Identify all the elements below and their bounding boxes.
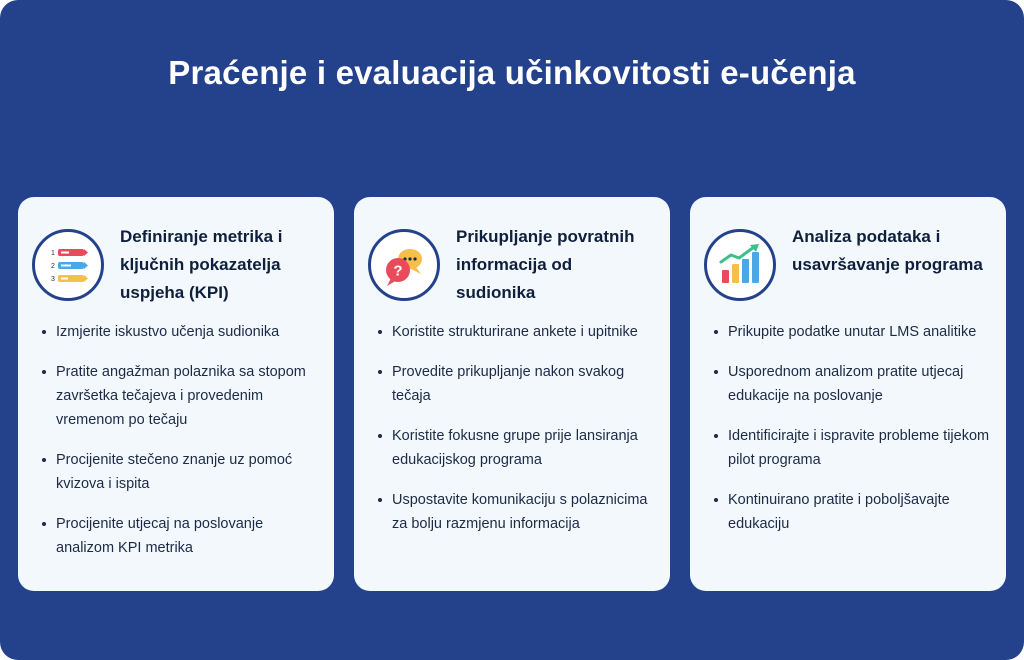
list-item: Uspostavite komunikaciju s polaznicima za bolju razmjenu informacija	[376, 488, 660, 536]
card-title: Definiranje metrika i ključnih pokazatelja uspjeha (KPI)	[120, 227, 283, 302]
bullet-list	[712, 320, 996, 552]
list-item: Koristite strukturirane ankete i upitnike	[376, 320, 660, 344]
list-item: Procijenite stečeno znanje uz pomoć kvizova i ispita	[40, 448, 324, 496]
list-item: Identificirajte i ispravite probleme tijekom pilot programa	[712, 424, 996, 472]
card-analysis	[690, 197, 1006, 591]
list-item: Provedite prikupljanje nakon svakog tečaja	[376, 360, 660, 408]
bullet-list	[376, 320, 660, 552]
feedback-bubbles-icon	[368, 229, 440, 301]
list-item: Procijenite utjecaj na poslovanje analizom KPI metrika	[40, 512, 324, 560]
growth-chart-icon	[704, 229, 776, 301]
list-number-1: 1	[51, 250, 55, 257]
list-item: Prikupite podatke unutar LMS analitike	[712, 320, 996, 344]
svg-text:?: ?	[393, 262, 403, 280]
list-number-3: 3	[51, 276, 55, 283]
card-title: Analiza podataka i usavršavanje programa	[792, 227, 983, 274]
numbered-list-icon	[32, 229, 104, 301]
list-item: Kontinuirano pratite i poboljšavajte edukaciju	[712, 488, 996, 536]
list-item: Usporednom analizom pratite utjecaj edukacije na poslovanje	[712, 360, 996, 408]
list-item: Pratite angažman polaznika sa stopom završetka tečajeva i provedenim vremenom po tečaju	[40, 360, 324, 432]
card-kpi	[18, 197, 334, 591]
bullet-list	[40, 320, 324, 576]
card-title: Prikupljanje povratnih informacija od sudionika	[456, 227, 635, 302]
list-item: Izmjerite iskustvo učenja sudionika	[40, 320, 324, 344]
list-number-2: 2	[51, 263, 55, 270]
list-item: Koristite fokusne grupe prije lansiranja edukacijskog programa	[376, 424, 660, 472]
page-title: Praćenje i evaluacija učinkovitosti e-učenja	[168, 54, 856, 91]
card-feedback	[354, 197, 670, 591]
